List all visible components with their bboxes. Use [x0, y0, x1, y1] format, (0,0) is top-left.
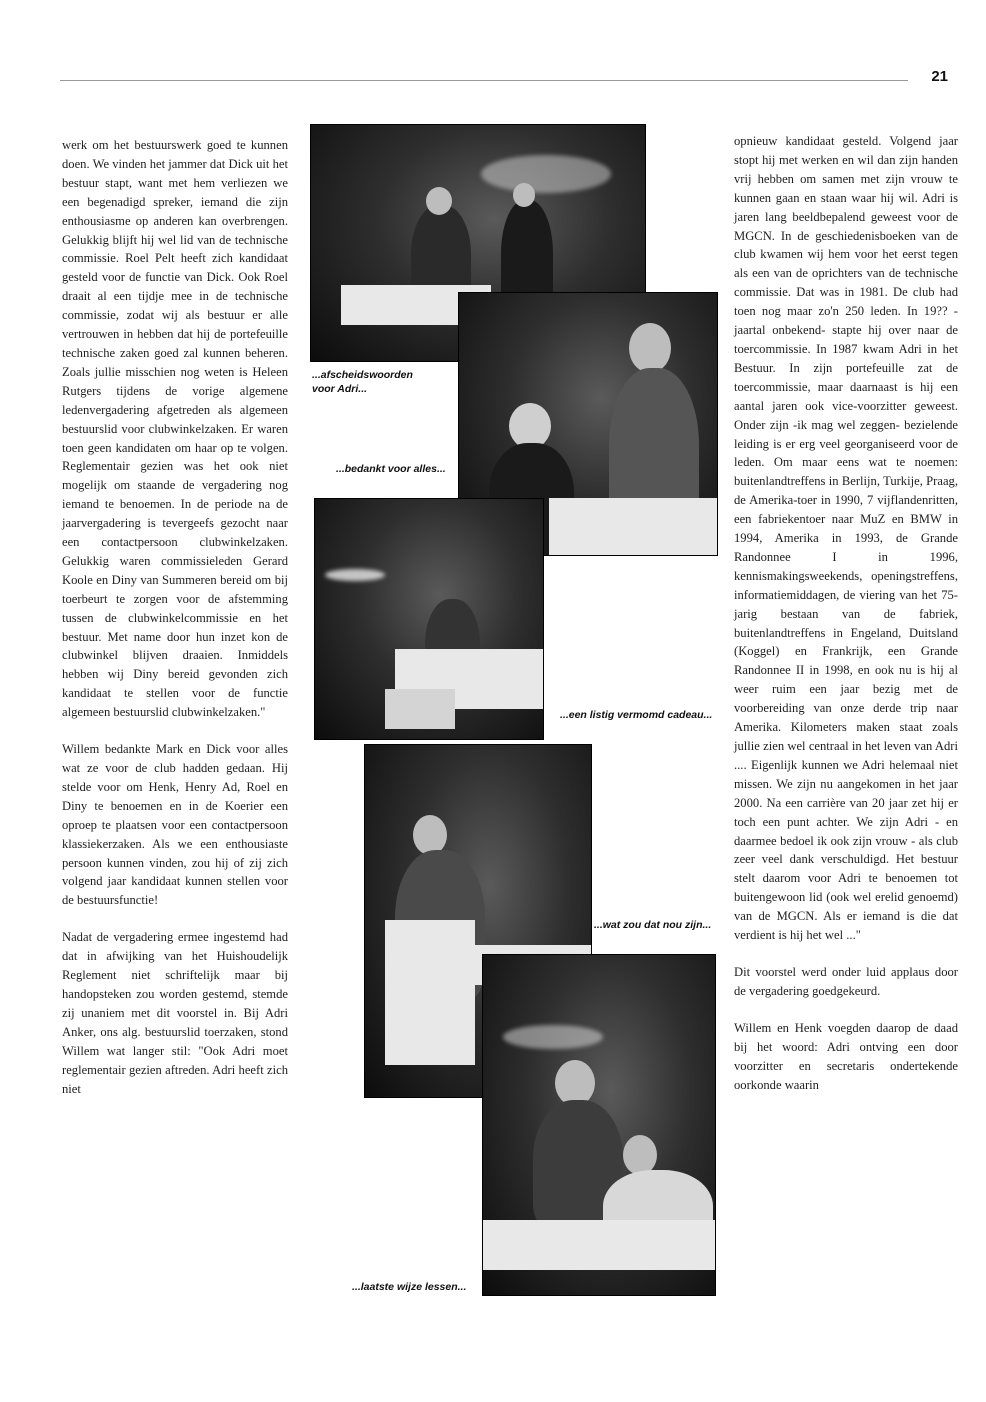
page-number: 21: [931, 68, 948, 85]
caption-laatste-lessen: ...laatste wijze lessen...: [352, 1281, 467, 1293]
caption-bedankt: ...bedankt voor alles...: [336, 463, 446, 475]
paragraph: werk om het bestuurswerk goed te kunnen doen. We vinden het jammer dat Dick uit het bestuur stapt, want met hem verliezen we een begenadigd spreker, iemand die zijn enthousiasme op anderen kan overbrengen. Gelukkig blijft hij wel lid van de technische commissie. Roel Pelt heeft zich kandidaat gesteld voor de functie van Dick. Ook Roel draait al een tijdje mee in de technische commissie, zodat wij als bestuur er alle vertrouwen in hebben dat hij de portefeuille technische zaken goed zal kunnen beheren. Zoals jullie misschien nog weten is Heleen Rutgers tijdens de vorige algemene ledenvergadering afgetreden als algemeen bestuurslid voor clubwinkelzaken. Er waren toen geen kandidaten om haar op te volgen. Reglementair gezien was het ook niet mogelijk om staande de vergadering nog iemand te benoemen. In de periode na de jaarvergadering is tevergeefs gezocht naar een contactpersoon clubwinkelzaken. Gelukkig waren commissieleden Gerard Koole en Diny van Summeren bereid om bij toerbeurt te zorgen voor de afstemming tussen de clubwinkelcommissie en het bestuur. Met name door hun inzet kon de clubwinkel blijven draaien. Inmiddels hebben wij Diny bereid gevonden zich kandidaat te stellen voor de functie algemeen bestuurslid clubwinkelzaken.": [62, 138, 288, 720]
photo-cadeau: [314, 498, 544, 740]
caption-line: ...afscheidswoorden: [312, 369, 413, 381]
caption-wat-zou-dat: ...wat zou dat nou zijn...: [594, 919, 712, 931]
paragraph: opnieuw kandidaat gesteld. Volgend jaar stopt hij met werken en wil dan zijn handen vrij hebben om samen met zijn vrouw te kunnen gaan en staan waar hij wil. Adri is jaren lang beeldbepalend geweest voor de MGCN. In de geschiedenisboeken van de club kwamen wij hem voor het eerst tegen als een van de oprichters van de technische commissie. Dat was in 1981. De club had toen nog maar zo'n 250 leden. In 19?? -jaartal onbekend- stapte hij over naar de toercommissie. In 1987 kwam Adri in het Bestuur. In zijn portefeuille zat de toercommissie, maar daarnaast is hij een aantal jaren ook vice-voorzitter geweest. Onder zijn -ik mag wel zeggen- bezielende leiding is er erg veel georganiseerd voor de leden. Om maar eens wat te noemen: buitenlandtreffens in Berlijn, Turkije, Praag, de Amerika-toer in 1990, 7 vijflandenritten, een fabriekentoer naar MuZ en BMW in 1994, Amerika in 1993, de Grande Randonnee I in 1996, kennismakingsweekends, openingstreffens, informatiemiddagen, de viering van het 75-jarig bestaan van de fabriek, buitenlandtreffens in Engeland, Duitsland (Koggel) en Frankrijk, een Grande Randonnee II in 1998, en ook nu is hij al weer ruim een jaar bezig met de voorbereiding van onze derde trip naar Amerika. Kilometers maken staat zoals jullie zien wel centraal in het leven van Adri .... Eigenlijk kunnen we Adri helemaal niet missen. We zijn nu aangekomen in het jaar 2000. Na een carrière van 20 jaar zet hij er toch een punt achter. We zijn Adri - en daarmee bedoel ik ook zijn vrouw - als club zeer veel dank verschuldigd. Het bestuur stelt daarom voor Adri te benoemen tot buitengewoon lid (ook wel erelid genoemd) van de MGCN. Als er iemand is die dat verdient is hij het wel ...": [734, 134, 958, 943]
right-text-column: [734, 132, 958, 1112]
left-text-column: [62, 136, 288, 1116]
photo-laatste-wijze-lessen: [482, 954, 716, 1296]
paragraph: Dit voorstel werd onder luid applaus door de vergadering goedgekeurd.: [734, 964, 958, 998]
paragraph: Willem en Henk voegden daarop de daad bij het woord: Adri ontving een door voorzitter en secretaris ondertekende oorkonde waarin: [734, 1020, 958, 1092]
caption-line: voor Adri...: [312, 383, 368, 395]
header-rule: [60, 80, 908, 81]
paragraph: Willem bedankte Mark en Dick voor alles wat ze voor de club hadden gedaan. Hij stelde voor om Henk, Henry Ad, Roel en Diny te benoemen en in de Koerier een oproep te plaatsen voor een contactpersoon klassiekerzaken. Als we een enthousiaste persoon kunnen vinden, zou hij of zij zich volgend jaar kandidaat kunnen stellen voor de bestuursfunctie!: [62, 742, 288, 908]
caption-afscheidswoorden: [312, 368, 413, 396]
caption-cadeau: ...een listig vermomd cadeau...: [560, 709, 713, 721]
paragraph: Nadat de vergadering ermee ingestemd had dat in afwijking van het Huishoudelijk Reglement niet schriftelijk maar bij handopsteken zou worden gestemd, stemde zij unaniem met dit voorstel in. Bij Adri Anker, ons alg. bestuurslid toerzaken, stond Willem wat langer stil: "Ook Adri moet reglementair gezien aftreden. Adri heeft zich niet: [62, 930, 288, 1096]
